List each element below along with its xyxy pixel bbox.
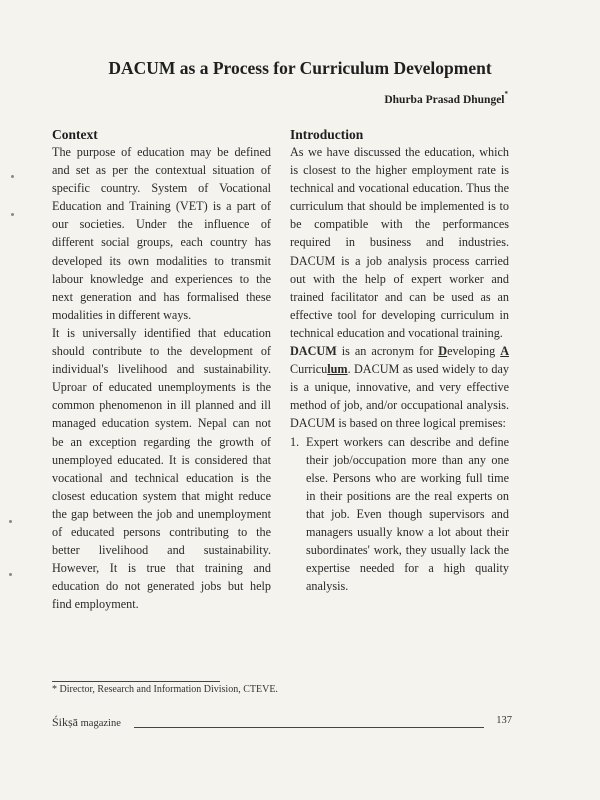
list-item [290,433,509,596]
magazine-label: magazine [78,718,121,729]
list-item-number: 1. [290,434,300,449]
premises-list [290,433,509,596]
acronym-lead-text: is an acronym for [336,344,439,359]
context-paragraph-1: The purpose of education may be defined and set as per the contextual situation of specific country. System of Vocational Education and Training (VET) is a part of our societies. Under the influence of different social groups, each country has developed its own modalities to transmit labour knowledge and experiences to the next generation and has formalised these modalities in different ways. [52,145,271,322]
left-column [52,126,271,613]
binding-mark [11,213,14,216]
acronym-term: DACUM [290,344,337,359]
magazine-brand: Śikṣā [52,715,79,729]
acronym-text-eveloping: eveloping [447,344,501,359]
introduction-paragraph-2 [290,342,509,432]
binding-mark [9,520,12,523]
footer-rule [134,727,484,728]
magazine-name [52,715,121,730]
author-byline [384,90,508,106]
article-title: DACUM as a Process for Curriculum Development [108,58,492,78]
acronym-letter-a: A [500,344,509,359]
acronym-letters-um: lum [327,362,348,377]
page-footer [52,715,512,731]
context-paragraph-2: It is universally identified that education should contribute to the development of individual's livelihood and sustainability. Uproar of educated unemployments is the common phenomenon in ill planned and ill managed education system. Nepal can not be an exception regarding the growth of unemployed educated. It is considered that vocational and technical education is the closest education system that might reduce the gap between the job and unemployment of educated persons contributing to the better livelihood and sustainability. However, It is true that training and education do not generated jobs but help find employment. [52,325,271,612]
acronym-letter-d: D [438,344,448,359]
author-name: Dhurba Prasad Dhungel [384,94,505,106]
context-heading: Context [52,127,98,142]
footnote: * Director, Research and Information Division, CTEVE. [52,684,278,695]
binding-mark [11,175,14,178]
introduction-paragraph-1: As we have discussed the education, which is closest to the higher employment rate is technical and vocational education. Thus the curriculum that should be implemented is to be compatible with the performances required in business and industries. DACUM is a job analysis process carried out with the help of expert worker and trained facilitator and can be used as an effective tool for developing curriculum in technical education and vocational training. [290,145,509,340]
page-number: 137 [496,715,512,726]
introduction-heading: Introduction [290,127,364,142]
footnote-divider [52,681,220,682]
list-item-text: Expert workers can describe and define their job/occupation more than any one else. Persons who are working full time in their positions are the real experts on that job. Even though supervisors and managers usually know a lot about their subordinates' work, they usually lack the expertise needed for a high quality analysis. [306,434,509,594]
author-footnote-mark: * [504,90,508,98]
acronym-tail-text: . DACUM as used widely to day is a unique, innovative, and very effective method of job, and/or occupational analysis. DACUM is based on three logical premises: [290,362,509,431]
binding-mark [9,573,12,576]
acronym-text-curricu: Curricu [290,362,328,377]
right-column [290,126,509,595]
